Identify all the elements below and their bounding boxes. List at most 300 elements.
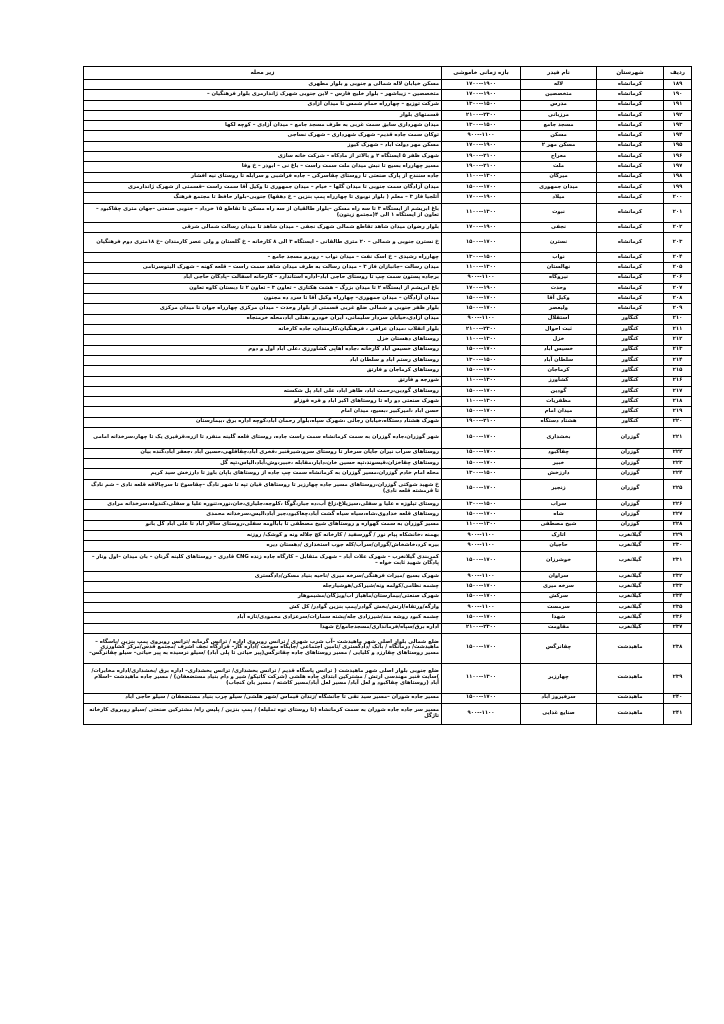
feeder-cell: ملت [521, 162, 597, 172]
city-cell: گوزران [597, 469, 664, 479]
row-number-cell: ۲۱۲ [664, 335, 692, 345]
feeder-cell: نیروگاه [521, 273, 597, 283]
feeder-cell: مدرس [521, 100, 597, 110]
header-sub-area: زیر محله [84, 67, 442, 80]
outage-hours-cell: ۱۱۰۰--۱۳۰۰ [442, 335, 521, 345]
sub-area-cell: مسکن خیابان لاله شمالی و جنوبی و بلوار مطهری [84, 80, 442, 90]
feeder-cell: سرکش [521, 592, 597, 602]
feeder-cell: چقاکبود [521, 448, 597, 458]
outage-hours-cell: ۱۱۰۰--۱۳۰۰ [442, 397, 521, 407]
row-number-cell: ۲۱۱ [664, 325, 692, 335]
feeder-cell: میلاد [521, 193, 597, 203]
city-cell: گیلانغرب [597, 572, 664, 582]
table-row [84, 479, 692, 500]
outage-hours-cell: ۱۵۰۰--۱۷۰۰ [442, 479, 521, 500]
table-row [84, 283, 692, 293]
outage-hours-cell: ۱۵۰۰--۱۷۰۰ [442, 551, 521, 572]
row-number-cell: ۲۲۱ [664, 428, 692, 449]
row-number-cell: ۲۲۳ [664, 458, 692, 468]
table-row [84, 203, 692, 223]
header-outage-hours: بازه زمانی خاموشی [442, 67, 521, 80]
sub-area-cell: بلوار انقلاب ،میدان عرافی ، فرهنگیان،کارمندان، جاده کارخانه [84, 325, 442, 335]
row-number-cell: ۲۴۱ [664, 703, 692, 724]
outage-hours-cell: ۱۵۰۰--۱۷۰۰ [442, 458, 521, 468]
table-row [84, 100, 692, 110]
sub-area-cell: میدان شهرداری سابق سمت غربی به طرف مسجد جامع – میدان آزادی – کوچه لکها [84, 121, 442, 131]
city-cell: کرمانشاه [597, 110, 664, 120]
feeder-cell: شیخ مصطفی [521, 520, 597, 530]
table-row [84, 613, 692, 623]
feeder-cell: خوشرزان [521, 551, 597, 572]
sub-area-cell: میدان آزادگان – میدان جمهوری– چهارراه وکیل آقا تا سرد ده مجنون [84, 294, 442, 304]
row-number-cell: ۲۱۰ [664, 314, 692, 324]
row-number-cell: ۲۲۸ [664, 520, 692, 530]
outage-hours-cell: ۱۵۰۰--۱۷۰۰ [442, 592, 521, 602]
sub-area-cell: متخصصین – زیباشهر – بلوار خلیج فارس – لاین جنوبی شهرک ژاندارمری بلوار فرهنگیان – [84, 90, 442, 100]
feeder-cell: ثبت احوال [521, 325, 597, 335]
feeder-cell: بخشداری [521, 428, 597, 449]
feeder-cell: کشاورز [521, 376, 597, 386]
sub-area-cell: میدان رسالت –جانبازان فاز ۳ – میدان رسالت به طرف میدان شاهد سمت راست – قلعه کهنه – شهرک الیتوسرتامی [84, 263, 442, 273]
city-cell: گوزران [597, 520, 664, 530]
sub-area-cell: خ نسترن جنوبی و شمالی – ۲۰ متری طالقانی – ایستگاه ۳ الی ۸ کارخانه – خ گلستان و ولی عصر کارمندان –خ ۱۸متری دوم فرهنگیان [84, 233, 442, 253]
outage-hours-cell: ۱۵۰۰--۱۷۰۰ [442, 510, 521, 520]
row-number-cell: ۲۰۷ [664, 283, 692, 293]
sub-area-cell: روستای تیلوزه ه علیا و سفلی،سیزیلاغ،زاغ آب،ده جبار،گوگا ،کلوجه،جلیاری،خان،نوره،تنوره علیا و سفلی،کندوله،سرخدانه مرادی [84, 500, 442, 510]
sub-area-cell: چشمه نظامی/کولمه ونه/شیراکی/هوشیارجله [84, 582, 442, 592]
city-cell: کرمانشاه [597, 193, 664, 203]
table-body [84, 80, 692, 725]
outage-hours-cell: ۱۵۰۰--۱۷۰۰ [442, 693, 521, 703]
sub-area-cell: روستاهای گودین،رحمت اباد، طاهر اباد، علی اباد پل شکسته [84, 386, 442, 396]
row-number-cell: ۲۰۴ [664, 252, 692, 262]
sub-area-cell: میدان آزادی،خیابان سردار سلیمانی، ایران خودرو ،هتلی اباد،محله خرمنجاه [84, 314, 442, 324]
outage-hours-cell: ۱۷۰۰--۱۹۰۰ [442, 223, 521, 233]
outage-hours-cell: ۱۱۰۰--۱۳۰۰ [442, 203, 521, 223]
outage-hours-cell: ۱۱۰۰--۱۳۰۰ [442, 263, 521, 273]
feeder-cell: مقاومت [521, 623, 597, 633]
table-row [84, 592, 692, 602]
feeder-cell: متخصصین [521, 90, 597, 100]
feeder-cell: سرفیروز آباد [521, 693, 597, 703]
outage-hours-cell: ۱۵۰۰--۱۷۰۰ [442, 407, 521, 417]
table-row [84, 172, 692, 182]
table-row [84, 448, 692, 458]
sub-area-cell: روستاهای چقاخزان،قیسوند،تپه حسین خان،دایار،مقابله ،خبیر،وش،آباد،الیاس،تپه گل [84, 458, 442, 468]
outage-hours-cell: ۱۳۰۰--۱۵۰۰ [442, 121, 521, 131]
city-cell: کرمانشاه [597, 203, 664, 223]
outage-hours-cell: ۱۵۰۰--۱۷۰۰ [442, 613, 521, 623]
outage-hours-cell: ۱۵۰۰--۱۷۰۰ [442, 233, 521, 253]
sub-area-cell: شهرک ظفر ۵ ایستگاه ۲ و بالاتر از مادکاه – شرکت خانه سازی [84, 152, 442, 162]
sub-area-cell: بیره کرد،خاشخاش/گوران/سرآب/کله جوب استخداری /دهستان دیره [84, 541, 442, 551]
city-cell: گیلانغرب [597, 603, 664, 613]
outage-hours-cell: ۱۳۰۰--۱۵۰۰ [442, 100, 521, 110]
city-cell: کرمانشاه [597, 304, 664, 314]
city-cell: گیلانغرب [597, 582, 664, 592]
sub-area-cell: جاده سنندج از پارک صنعتی تا روستای چقاسرکی – جاده فراشبی و سرابله تا روستای نیه افشار [84, 172, 442, 182]
city-cell: کنگاور [597, 397, 664, 407]
city-cell: کنگاور [597, 325, 664, 335]
city-cell: کرمانشاه [597, 182, 664, 192]
table-row [84, 500, 692, 510]
table-row [84, 110, 692, 120]
sub-area-cell: باغ ابریشم از ایستگاه ۲ تا میدان بزرگ – هشت هکتاری – تعاون ۳ – تعاون ۲ تا دبستان کاوه تعاون [84, 283, 442, 293]
city-cell: کرمانشاه [597, 263, 664, 273]
outage-hours-cell: ۹۰۰--۱۱۰۰ [442, 703, 521, 724]
table-row [84, 355, 692, 365]
row-number-cell: ۲۱۵ [664, 366, 692, 376]
table-row [84, 572, 692, 582]
table-row [84, 510, 692, 520]
table-row [84, 252, 692, 262]
outage-hours-cell: ۹۰۰--۱۱۰۰ [442, 314, 521, 324]
table-row [84, 152, 692, 162]
outage-hours-cell: ۹۰۰--۱۱۰۰ [442, 603, 521, 613]
city-cell: کنگاور [597, 314, 664, 324]
sub-area-cell: شورجه و فارتق [84, 376, 442, 386]
row-number-cell: ۲۲۴ [664, 469, 692, 479]
feeder-cell: کرماجان [521, 366, 597, 376]
sub-area-cell: شهر گوزران،جاده گوزران به سمت کرمانشاه سمت راست جاده، روستای قلعه گلینه منفرد تا ازره،قرقیری یک تا چهار،سرخدانه امامی [84, 428, 442, 449]
row-number-cell: ۲۱۷ [664, 386, 692, 396]
table-row [84, 345, 692, 355]
feeder-cell: زنجیر [521, 479, 597, 500]
table-row [84, 182, 692, 192]
sub-area-cell: ضلع شمالی بلوار اصلی شهر ماهیدشت –آب شرب شهری / ترانس روبروی اداره / ترانس گرمابه /ترانس روبروی پمپ بنزین /پاسگاه – ماهیدشت/ درمانگاه / بانک /دادگستری /تامین اجتماعی /جایگاه سوخت /اداره گاز– قرارگاه نجف اشرف /مجتمع قدس/مرکز کشاورزی مسیر روستاهای چقارزد و کلیایی / مسیر روستاهای جاده چقانرگس(پیر حیاتی تا پلی آباد) /سیلو نرسیده به پیر حیاتی– سیلو چقانرگس– [84, 633, 442, 663]
city-cell: گیلانغرب [597, 592, 664, 602]
sub-area-cell: روستاهای قلعه خدادوی،شاه،سیاه سیاه گشت آباد،چغاکبود،جبر آباد،الیس،سرخدانه محمدی [84, 510, 442, 520]
feeder-cell: شهدا [521, 613, 597, 623]
table-row [84, 325, 692, 335]
outage-hours-cell: ۱۵۰۰--۱۷۰۰ [442, 633, 521, 663]
row-number-cell: ۲۲۷ [664, 510, 692, 520]
feeder-cell: مرزبانی [521, 110, 597, 120]
outage-hours-cell: ۱۷۰۰--۱۹۰۰ [442, 283, 521, 293]
city-cell: کنگاور [597, 345, 664, 355]
row-number-cell: ۲۳۲ [664, 572, 692, 582]
outage-hours-cell: ۹۰۰--۱۱۰۰ [442, 273, 521, 283]
row-number-cell: ۲۴۰ [664, 693, 692, 703]
outage-hours-cell: ۹۰۰--۱۱۰۰ [442, 541, 521, 551]
feeder-cell: سراوان [521, 572, 597, 582]
row-number-cell: ۱۹۹ [664, 182, 692, 192]
city-cell: کرمانشاه [597, 152, 664, 162]
outage-hours-cell: ۱۵۰۰--۱۷۰۰ [442, 582, 521, 592]
city-cell: کنگاور [597, 355, 664, 365]
outage-hours-cell: ۱۱۰۰--۱۳۰۰ [442, 663, 521, 693]
row-number-cell: ۲۱۶ [664, 376, 692, 386]
table-row [84, 703, 692, 724]
city-cell: ماهیدشت [597, 703, 664, 724]
outage-hours-cell: ۲۱۰۰--۲۳۰۰ [442, 325, 521, 335]
table-row [84, 603, 692, 613]
outage-hours-cell: ۱۱۰۰--۱۳۰۰ [442, 376, 521, 386]
outage-schedule-table [83, 66, 692, 725]
sub-area-cell: مسیر جاده شوران –مسیر سید نقی تا جانشگاه /زندان قیماس /شهر هلشی/ سیلو چرب بنیاد مستضعفان / سیلو حاجی آباد [84, 693, 442, 703]
header-row-number: ردیف [664, 67, 692, 80]
outage-hours-cell: ۱۵۰۰--۱۷۰۰ [442, 448, 521, 458]
feeder-cell: شاه [521, 510, 597, 520]
outage-hours-cell: ۱۵۰۰--۱۷۰۰ [442, 386, 521, 396]
row-number-cell: ۱۹۴ [664, 131, 692, 141]
feeder-cell: لاله [521, 80, 597, 90]
row-number-cell: ۱۹۱ [664, 100, 692, 110]
feeder-cell: مسکن [521, 131, 597, 141]
table-row [84, 386, 692, 396]
feeder-cell: دارزخش [521, 469, 597, 479]
outage-hours-cell: ۱۳۰۰--۱۵۰۰ [442, 355, 521, 365]
sub-area-cell: چشمه کبود روشه مند/شیرزادی جله/پشته سمارات/سرعزادی محمودی/تازه آباد [84, 613, 442, 623]
row-number-cell: ۲۱۴ [664, 355, 692, 365]
table-row [84, 141, 692, 151]
city-cell: گوزران [597, 500, 664, 510]
table-row [84, 90, 692, 100]
outage-hours-cell: ۱۵۰۰--۱۷۰۰ [442, 428, 521, 449]
row-number-cell: ۲۳۹ [664, 663, 692, 693]
feeder-cell: سلطان آباد [521, 355, 597, 365]
city-cell: گیلانغرب [597, 541, 664, 551]
city-cell: کرمانشاه [597, 162, 664, 172]
feeder-cell: حاجیان [521, 541, 597, 551]
row-number-cell: ۲۳۴ [664, 592, 692, 602]
city-cell: کرمانشاه [597, 252, 664, 262]
feeder-cell: مسکن مهر ۲ [521, 141, 597, 151]
table-row [84, 335, 692, 345]
row-number-cell: ۲۳۶ [664, 613, 692, 623]
sub-area-cell: شرکت توزیع – چهارراه حمام شمس تا میدان آزادی [84, 100, 442, 110]
city-cell: گیلانغرب [597, 613, 664, 623]
city-cell: کرمانشاه [597, 80, 664, 90]
table-row [84, 582, 692, 592]
outage-hours-cell: ۹۰۰--۱۱۰۰ [442, 572, 521, 582]
sub-area-cell: محله امام خادم گوزران،مسیر گوزران به کرمانشاه سمت چپ جاده از روستاهای باپان باوز تا دارزخش سید کریم [84, 469, 442, 479]
sub-area-cell: مسکن مهر دولت آباد – شهرک کیوز [84, 141, 442, 151]
city-cell: کرمانشاه [597, 294, 664, 304]
city-cell: گیلانغرب [597, 551, 664, 572]
sub-area-cell: حسن اباد ،امیرکبیر ،بسیج، میدان امام [84, 407, 442, 417]
row-number-cell: ۲۰۰ [664, 193, 692, 203]
city-cell: گوزران [597, 479, 664, 500]
city-cell: کرمانشاه [597, 100, 664, 110]
table-row [84, 314, 692, 324]
table-header-row [84, 67, 692, 80]
sub-area-cell: شهرک هشتاد دستگاه،خیابان رجائی ،شهرک سپاه،بلوار رحمان اباد،کوچه اداره برق ،بیمارستان [84, 417, 442, 427]
row-number-cell: ۲۳۷ [664, 623, 692, 633]
sub-area-cell: اداره برق/سپاه/فرمانداری/مسجدجامع/خ شهدا [84, 623, 442, 633]
row-number-cell: ۲۰۲ [664, 223, 692, 233]
feeder-cell: میرگان [521, 172, 597, 182]
table-row [84, 623, 692, 633]
city-cell: گیلانغرب [597, 531, 664, 541]
outage-hours-cell: ۱۳۰۰--۱۵۰۰ [442, 500, 521, 510]
feeder-cell: وکیل آقا [521, 294, 597, 304]
outage-hours-cell: ۲۱۰۰--۲۳۰۰ [442, 623, 521, 633]
feeder-cell: خبیر [521, 458, 597, 468]
outage-hours-cell: ۱۵۰۰--۱۷۰۰ [442, 182, 521, 192]
outage-hours-cell: ۹۰۰--۱۱۰۰ [442, 531, 521, 541]
row-number-cell: ۲۳۱ [664, 551, 692, 572]
outage-hours-cell: ۱۹۰۰--۲۱۰۰ [442, 162, 521, 172]
city-cell: گوزران [597, 458, 664, 468]
outage-hours-cell: ۱۵۰۰--۱۷۰۰ [442, 304, 521, 314]
row-number-cell: ۲۳۵ [664, 603, 692, 613]
table-row [84, 376, 692, 386]
row-number-cell: ۲۰۶ [664, 273, 692, 283]
sub-area-cell: مسیر گوزران به سمت گهواره و روستاهای شیخ مصطفی تا بابااومه سفلی،روستای سالار آباد تا علی آباد گل بانو [84, 520, 442, 530]
city-cell: کنگاور [597, 386, 664, 396]
row-number-cell: ۱۹۲ [664, 110, 692, 120]
outage-hours-cell: ۱۳۰۰--۱۵۰۰ [442, 252, 521, 262]
table-row [84, 417, 692, 427]
row-number-cell: ۲۰۵ [664, 263, 692, 273]
sub-area-cell: ضلع جنوبی بلوار اصلی شهر ماهیدشت ( ترانس پاسگاه قدیم / ترانس بخشداری/ ترانس بخشداری– اداره برق /بخشداری/اداره مخابرات/ )سایت قنبر مهندسی ارتش / مشترکین ابتدای جاده هلشی (شرکت کاتیکو/ شیر و دام بنیاد مستضعفان) / مسیر جاده ماهیدشت –اسلام آباد (روستاهای چقاکبود و لعل آباد/ مسیر لعل آباد/مسیر کاشته / مسیر بان کنجاب) [84, 663, 442, 693]
row-number-cell: ۱۹۰ [664, 90, 692, 100]
city-cell: کرمانشاه [597, 273, 664, 283]
city-cell: کرمانشاه [597, 121, 664, 131]
table-row [84, 80, 692, 90]
feeder-cell: میدان امام [521, 407, 597, 417]
feeder-cell: سرخه میری [521, 582, 597, 592]
sub-area-cell: میدان آزادگان سمت جنوبی تا میدان گلها – خیام – میدان جمهوری تا وکیل آقا سمت راست –قسمتی از شهرک ژاندارمری [84, 182, 442, 192]
feeder-cell: هشتاد دستگاه [521, 417, 597, 427]
feeder-cell: سرمست [521, 603, 597, 613]
table-row [84, 366, 692, 376]
row-number-cell: ۲۳۸ [664, 633, 692, 663]
table-row [84, 193, 692, 203]
outage-hours-cell: ۱۷۰۰--۱۹۰۰ [442, 141, 521, 151]
outage-hours-cell: ۱۷۰۰--۱۹۰۰ [442, 80, 521, 90]
sub-area-cell: آتلجیا فاز ۳ – معلم ( بلوار نوبوی تا چهارراه پمپ بنزین – خ دهقها) جنوبی–بلوار حافظ تا مجتمع فرهنگ [84, 193, 442, 203]
row-number-cell: ۲۳۰ [664, 541, 692, 551]
feeder-cell: صنایع غذایی [521, 703, 597, 724]
sub-area-cell: برجاده پستون سمت چپ تا روستای حاجی آباد–اداره استاندارد – کارخانه آسفالت –پادگان حاجی آباد [84, 273, 442, 283]
feeder-cell: نجفی [521, 223, 597, 233]
row-number-cell: ۲۱۹ [664, 407, 692, 417]
feeder-cell: چقانرگس [521, 633, 597, 663]
table-row [84, 407, 692, 417]
table-row [84, 121, 692, 131]
table-row [84, 551, 692, 572]
feeder-cell: نبوت [521, 203, 597, 223]
sub-area-cell: شهرک صنعتی دو راه تا روستاهای اکبر اباد و قره قوزلو [84, 397, 442, 407]
city-cell: ماهیدشت [597, 663, 664, 693]
sub-area-cell: روستاهای دهستان خزل [84, 335, 442, 345]
row-number-cell: ۲۰۳ [664, 233, 692, 253]
outage-hours-cell: ۱۳۰۰--۱۵۰۰ [442, 469, 521, 479]
feeder-cell: مسجد جامع [521, 121, 597, 131]
feeder-cell: گودین [521, 386, 597, 396]
feeder-cell: خزل [521, 335, 597, 345]
sub-area-cell: وارگه/ورتقاه/ارتش/بخش گوادر/پمپ بنزین گوادر/ کل کش [84, 603, 442, 613]
table-row [84, 458, 692, 468]
city-cell: گوزران [597, 448, 664, 458]
table-row [84, 531, 692, 541]
feeder-cell: نهالستان [521, 263, 597, 273]
outage-hours-cell: ۱۵۰۰--۱۷۰۰ [442, 366, 521, 376]
row-number-cell: ۲۲۵ [664, 479, 692, 500]
outage-hours-cell: ۱۵۰۰--۱۷۰۰ [442, 294, 521, 304]
table-row [84, 294, 692, 304]
row-number-cell: ۲۰۸ [664, 294, 692, 304]
sub-area-cell: شهرک صنعتی/بیمارستان/ماهیاز آب/ویژگان/مشیموهار [84, 592, 442, 602]
feeder-cell: خسیس آباد [521, 345, 597, 355]
outage-hours-cell: ۱۹۰۰--۲۱۰۰ [442, 417, 521, 427]
row-number-cell: ۱۹۸ [664, 172, 692, 182]
sub-area-cell: بلوار ظفر جنوبی و شمالی ضلع غربی قسمتی از بلوار وحدت – میدان مرکزی چهارراه جوان تا میدان مرکزی [84, 304, 442, 314]
sub-area-cell: مسیر سر جاده جاده شوران به سمت کرمانشاه (تا روستای توه تملیله) / پمپ بنزین / پلیس راه/ مشترکین صنعتی /سیلو روبروی کارخانه تاژگل [84, 703, 442, 724]
outage-hours-cell: ۱۷۰۰--۱۹۰۰ [442, 90, 521, 100]
row-number-cell: ۱۹۷ [664, 162, 692, 172]
outage-hours-cell: ۱۱۰۰--۱۳۰۰ [442, 172, 521, 182]
table-row [84, 520, 692, 530]
sub-area-cell: شهرک بسیج /میرات فرهنگی/سرخه میری /ناحیه بنیاد مسکن/دادگستری [84, 572, 442, 582]
feeder-cell: سراب [521, 500, 597, 510]
row-number-cell: ۲۰۹ [664, 304, 692, 314]
feeder-cell: اتارک [521, 531, 597, 541]
outage-hours-cell: ۱۷۰۰--۱۹۰۰ [442, 193, 521, 203]
row-number-cell: ۲۲۶ [664, 500, 692, 510]
feeder-cell: نسترن [521, 233, 597, 253]
sub-area-cell: روستاهای سراب نیران جایان سرخار تا روستای سرو،شیرقنبر ،فخری آباد،چقاقلهی،حسین آباد ،جعفر آباد،گنده بیان [84, 448, 442, 458]
row-number-cell: ۲۱۸ [664, 397, 692, 407]
feeder-cell: ولیعصر [521, 304, 597, 314]
feeder-cell: میدان جمهوری [521, 182, 597, 192]
sub-area-cell: کمربندی گیلانغرب – شهرک علات آباد – شهرک متقابل – کارگاه جاده زنده CNG قادری – روستاهای کلینه گرنان – بان میدان –اول ونار – پادگان شهید ثابت خواه – [84, 551, 442, 572]
table-row [84, 273, 692, 283]
city-cell: کرمانشاه [597, 172, 664, 182]
sub-area-cell: روستاهای خسیس اباد کارخانه ،جاده اهاپی کشاورزی ،علی اباد اول و دوم [84, 345, 442, 355]
sub-area-cell: روستاهای رستم اباد و سلطان اباد [84, 355, 442, 365]
city-cell: کرمانشاه [597, 131, 664, 141]
outage-hours-cell: ۱۱۰۰--۱۳۰۰ [442, 520, 521, 530]
table-row [84, 304, 692, 314]
city-cell: گوزران [597, 428, 664, 449]
outage-hours-cell: ۱۹۰۰--۲۱۰۰ [442, 152, 521, 162]
table-row [84, 263, 692, 273]
feeder-cell: استقلال [521, 314, 597, 324]
table-row [84, 233, 692, 253]
sub-area-cell: چهارراه رشیدی – خ اسک نفت – میدان نواب – روبرو مسجد جامع – [84, 252, 442, 262]
outage-hours-cell: ۱۵۰۰--۱۷۰۰ [442, 345, 521, 355]
row-number-cell: ۲۲۰ [664, 417, 692, 427]
table-row [84, 131, 692, 141]
table-row [84, 428, 692, 449]
city-cell: کرمانشاه [597, 141, 664, 151]
city-cell: کرمانشاه [597, 90, 664, 100]
sub-area-cell: مسیر چهارراه بسیج تا نبش میدان ملت سمت راست – باغ نی – ابوذر – خ وقا [84, 162, 442, 172]
city-cell: کنگاور [597, 376, 664, 386]
city-cell: کنگاور [597, 417, 664, 427]
row-number-cell: ۱۸۹ [664, 80, 692, 90]
feeder-cell: وحدت [521, 283, 597, 293]
sub-area-cell: خ شهید شوکتی گوزران،روستاهای مسیر جاده چهارزبر تا روستاهای قیان تپه تا شهر نادگ –چقاسوخ تا سرچالاقه قلعه نادی – شم نادگ تا قرمشته قلعه نادی) [84, 479, 442, 500]
table-row [84, 162, 692, 172]
row-number-cell: ۲۳۳ [664, 582, 692, 592]
city-cell: ماهیدشت [597, 693, 664, 703]
row-number-cell: ۲۱۳ [664, 345, 692, 355]
sub-area-cell: روستاهای کرماجان و فارتق [84, 366, 442, 376]
outage-hours-cell: ۹۰۰--۱۱۰۰ [442, 131, 521, 141]
row-number-cell: ۲۲۹ [664, 531, 692, 541]
city-cell: کرمانشاه [597, 233, 664, 253]
sub-area-cell: توکان سمت جاده قدیم– شهرک شهرداری – شهرک نساجی [84, 131, 442, 141]
city-cell: گیلانغرب [597, 623, 664, 633]
table-row [84, 633, 692, 663]
row-number-cell: ۱۹۵ [664, 141, 692, 151]
table-row [84, 223, 692, 233]
row-number-cell: ۱۹۶ [664, 152, 692, 162]
